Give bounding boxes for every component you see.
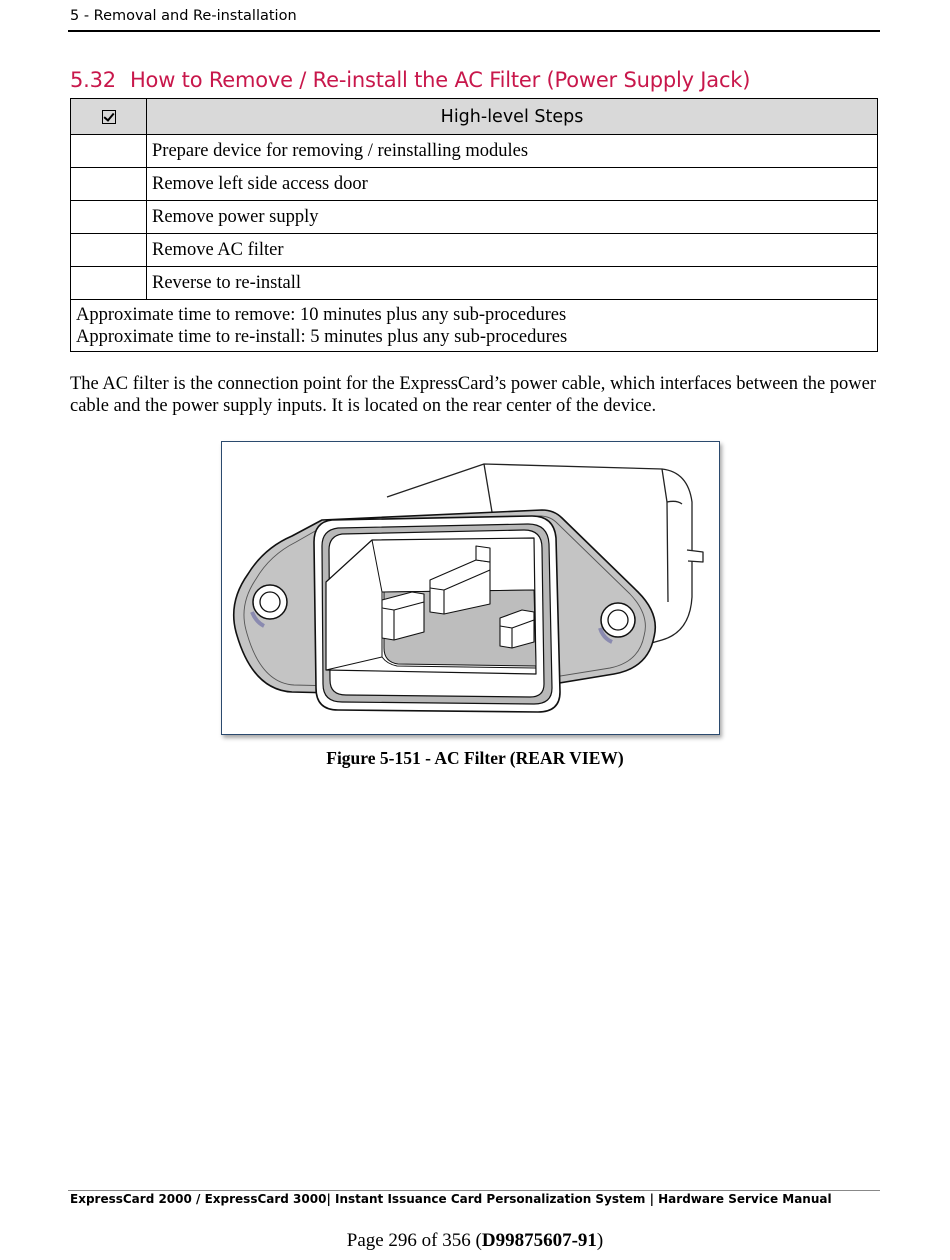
page-label-close: ): [596, 1230, 604, 1251]
ac-filter-figure: [221, 441, 720, 735]
header-rule: [68, 30, 880, 32]
table-row: [71, 135, 878, 168]
step-check-cell[interactable]: [71, 135, 147, 168]
table-row: [71, 168, 878, 201]
footer-manual-title: ExpressCard 2000 / ExpressCard 3000| Instant Issuance Card Personalization System | Hardware Service Manual: [70, 1192, 832, 1206]
step-text: Reverse to re-install: [147, 267, 878, 300]
running-header: 5 - Removal and Re-installation: [70, 8, 297, 24]
figure-caption: Figure 5-151 - AC Filter (REAR VIEW): [326, 748, 624, 768]
document-number: D99875607-91: [481, 1230, 597, 1251]
footer-rule: [68, 1190, 880, 1191]
section-title: [70, 68, 750, 92]
checkbox-column-header: [71, 99, 147, 135]
table-row: [71, 201, 878, 234]
step-text: Remove left side access door: [147, 168, 878, 201]
steps-column-header: High-level Steps: [147, 99, 878, 135]
checkbox-icon: [102, 110, 116, 124]
high-level-steps-table: [70, 98, 878, 352]
time-reinstall: Approximate time to re-install: 5 minutes plus any sub-procedures: [76, 327, 568, 347]
time-remove: Approximate time to remove: 10 minutes plus any sub-procedures: [76, 305, 567, 325]
step-check-cell[interactable]: [71, 168, 147, 201]
step-text: Prepare device for removing / reinstalling modules: [147, 135, 878, 168]
step-check-cell[interactable]: [71, 267, 147, 300]
step-check-cell[interactable]: [71, 234, 147, 267]
table-header-row: [71, 99, 878, 135]
body-paragraph: The AC filter is the connection point for the ExpressCard’s power cable, which interfaces between the power cable and the power supply inputs. It is located on the rear center of the device.: [70, 374, 877, 416]
page-label: Page 296 of 356 (: [346, 1230, 482, 1251]
time-estimate-cell: [71, 300, 878, 352]
step-text: Remove power supply: [147, 201, 878, 234]
step-check-cell[interactable]: [71, 201, 147, 234]
table-row: [71, 234, 878, 267]
table-row: [71, 267, 878, 300]
page-number: [0, 1230, 950, 1252]
section-title-text: How to Remove / Re-install the AC Filter (Power Supply Jack): [129, 68, 751, 92]
step-text: Remove AC filter: [147, 234, 878, 267]
ac-filter-illustration: [222, 442, 719, 734]
section-number: 5.32: [70, 68, 116, 92]
time-estimate-row: [71, 300, 878, 352]
